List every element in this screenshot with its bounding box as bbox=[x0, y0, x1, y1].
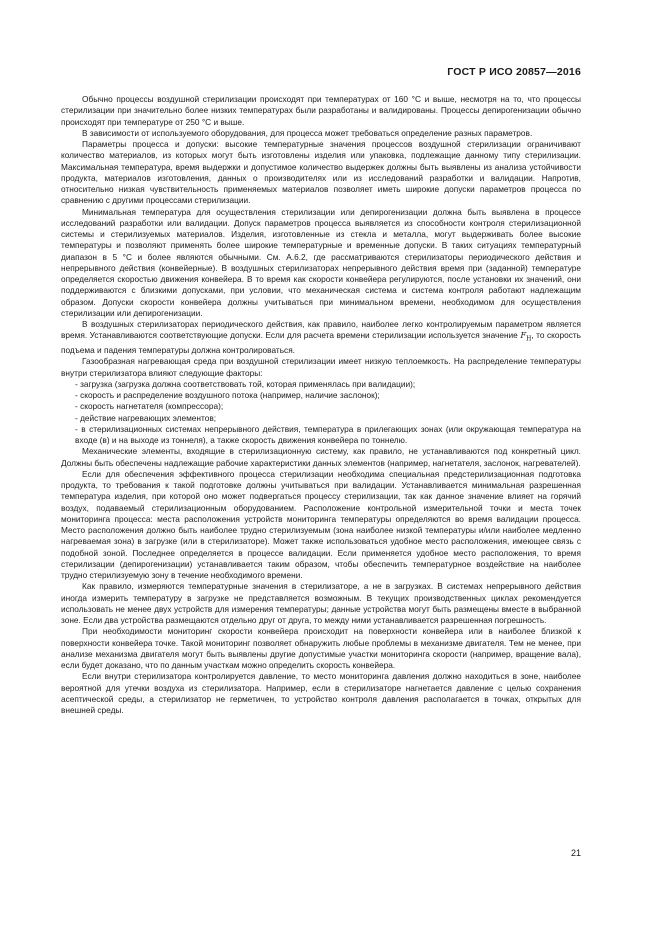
paragraph: Механические элементы, входящие в стерилизационную систему, как правило, не устанавливаются под конкретный цикл. Должны быть обеспечены надлежащие рабочие характеристики данных элементов (например, нагнетателя, заслонок, нагревателей). bbox=[61, 446, 581, 468]
paragraph-fh bbox=[61, 319, 581, 356]
body-text bbox=[61, 94, 581, 716]
list-item: - в стерилизационных системах непрерывного действия, температура в прилегающих зонах (или окружающая температура на входе (в) и на выходе из тоннеля), а также скорость движения конвейера по тоннелю. bbox=[75, 423, 581, 446]
paragraph: Газообразная нагревающая среда при воздушной стерилизации имеет низкую теплоемкость. На распределение температуры внутри стерилизатора влияют следующие факторы: bbox=[61, 356, 581, 378]
fh-symbol: $F_H$ bbox=[520, 330, 532, 343]
list-item: - загрузка (загрузка должна соответствовать той, которая применялась при валидации); bbox=[75, 378, 416, 389]
page-number: 21 bbox=[570, 848, 581, 858]
paragraph-fh-before: В воздушных стерилизаторах периодического действия, как правило, наиболее легко контролируемым параметром является время. Устанавливаются соответствующие допуски. Если для расчета времени стерилизации используется значение bbox=[61, 319, 581, 341]
paragraph: Параметры процесса и допуски: высокие температурные значения процессов воздушной стерилизации ограничивают количество материалов, из которых могут быть изготовлены изделия или упаковка, подлежащие данному типу стерилизации. Максимальная температура, время выдержки и допустимое количество выдержек должны быть выявлены из анализа устойчивости продукта, материалов изготовления, данных о производителях или из исследований разработки и валидации. Напротив, относительно низкая чувствительность применяемых материалов позволяет иметь широкие допуски параметров процесса по сравнению с другими процессами стерилизации. bbox=[61, 139, 581, 206]
list-item: - скорость нагнетателя (компрессора); bbox=[75, 401, 224, 412]
list-item: - скорость и распределение воздушного потока (например, наличие заслонок); bbox=[75, 390, 380, 401]
paragraph-fh-after: , то скорость подъема и падения температуры должна контролироваться. bbox=[61, 330, 581, 356]
paragraph: В зависимости от используемого оборудования, для процесса может требоваться определение разных параметров. bbox=[82, 127, 533, 138]
paragraph: Обычно процессы воздушной стерилизации происходят при температурах от 160 °С и выше, несмотря на то, что процессы стерилизации при значительно более низких температурах были разработаны и валидированы. Процессы депирогенизации обычно происходят при температуре от 250 °С и выше. bbox=[61, 94, 581, 127]
list-item: - действие нагревающих элементов; bbox=[75, 412, 217, 423]
paragraph: При необходимости мониторинг скорости конвейера происходит на поверхности конвейера или в наиболее близкой к поверхности конвейера точке. Такой мониторинг позволяет обнаружить любые проблемы в механизме двигателя. Тем не менее, при анализе механизма двигателя могут быть выявлены другие допустимые участки мониторинга скорости (например, вращение вала), если будет доказано, что по данным участкам можно определить скорость конвейера. bbox=[61, 626, 581, 671]
paragraph: Если для обеспечения эффективного процесса стерилизации необходима специальная предстерилизационная подготовка продукта, то требования к такой подготовке должны учитываться при валидации. Устанавливается минимальная разрешенная температура изделия, при которой оно может подвергаться процессу стерилизации, так как данное значение влияет на горячий воздух, подаваемый стерилизационным оборудованием. Расположение контрольной измерительной точки и места точек мониторинга процесса: места расположения устройств мониторинга температуры определяются во время валидации процесса. Место расположения должно быть наиболее трудно стерилизуемым (зона наиболее низкой температуры и/или наиболее медленно нагреваемая зона) в загрузке (или в стерилизаторе). Может также использоваться удобное место расположения, имеющее связь с подобной зоной. Последнее определяется в процессе валидации. Если применяется удобное место расположения, то время стерилизации (депирогенизации) устанавливается таким образом, чтобы обеспечить температурное воздействие на наиболее трудно стерилизуемую зону в течение необходимого времени. bbox=[61, 468, 581, 581]
paragraph: Как правило, измеряются температурные значения в стерилизаторе, а не в загрузках. В системах непрерывного действия иногда измерить температуру в загрузке не представляется возможным. В текущих производственных циклах рекомендуется использовать не менее двух устройств для измерения температуры; данные устройства могут быть размещены вместе в выбранной зоне. Если два устройства размещаются отдельно друг от друга, то между ними устанавливается разрешенная погрешность. bbox=[61, 581, 581, 626]
paragraph: Минимальная температура для осуществления стерилизации или депирогенизации должна быть выявлена в процессе исследований разработки или валидации. Допуск параметров процесса выявляется из способности контроля стерилизационной системы и стерилизуемых материалов. Изделия, изготовленные из стекла и металла, могут выдерживать более высокие температуры и позволяют применять более широкие температурные и временные допуски. В таких ситуациях температурный диапазон в 5 °С и более являются обычными. См. А.6.2, где рассматриваются стерилизаторы периодического действия и непрерывного действия (конвейерные). В воздушных стерилизаторах непрерывного действия время при (заданной) температуре определяется скоростью движения конвейера. В то время как скорости конвейера регулируются, после установки их значений, они поддерживаются с близкими допусками, при условии, что механическая система и система контроля работают надлежащим образом. Допуски скорости конвейера должны учитываться при минимальном времени, необходимом для осуществления стерилизации или депирогенизации. bbox=[61, 206, 581, 318]
standard-header: ГОСТ Р ИСО 20857—2016 bbox=[447, 66, 581, 78]
paragraph: Если внутри стерилизатора контролируется давление, то место мониторинга давления должно находиться в зоне, наиболее вероятной для утечки воздуха из стерилизатора. Например, если в стерилизаторе нагнетается давление с целью сохранения асептической среды, а стерилизатор не герметичен, то устройство контроля давления располагается в точках, открытых для внешней среды. bbox=[61, 671, 581, 716]
